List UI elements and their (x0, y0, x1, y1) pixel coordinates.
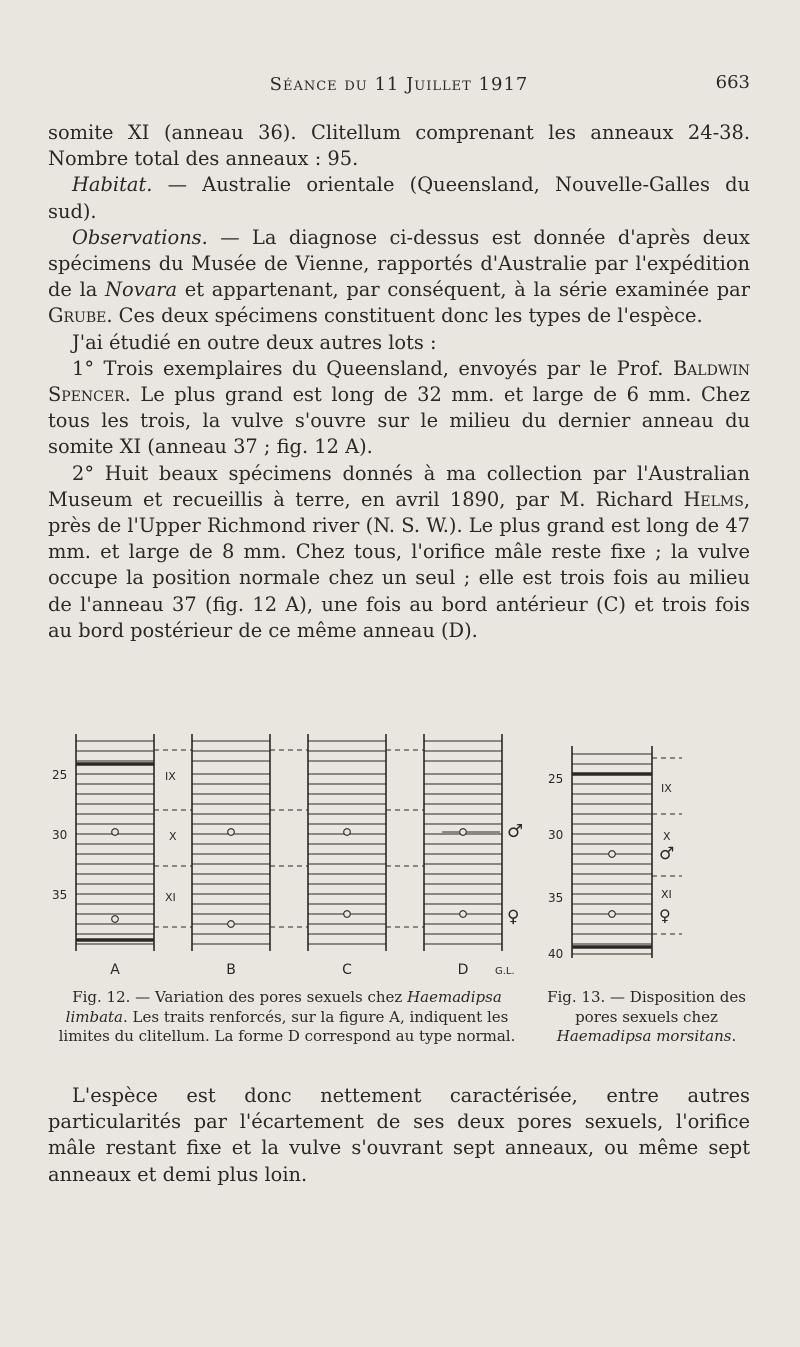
paragraph-observations (48, 225, 750, 330)
fig12-caption-species: Haemadipsa limbata (65, 988, 502, 1026)
paragraph-1: somite XI (anneau 36). Clitellum comprenant les anneaux 24-38. Nombre total des anneaux : 95. (48, 121, 750, 171)
fig12-somite-xi: XI (165, 891, 176, 904)
fig13-caption (543, 988, 750, 1047)
lot-2-text-a: 2° Huit beaux spécimens donnés à ma collection par l'Australian Museum et recueillis à terre, en avril 1890, par M. Richard (48, 461, 750, 511)
page-number: 663 (715, 72, 750, 93)
paragraph-lots: J'ai étudié en outre deux autres lots : (72, 330, 437, 354)
fig12-c-male-pore (344, 829, 351, 836)
novara-name: Novara (105, 278, 178, 302)
fig12-row-label-25: 25 (52, 768, 68, 782)
fig12-female-symbol: ♀ (507, 907, 520, 927)
lot-2-text-b: , près de l'Upper Richmond river (N. S. W.). Le plus grand est long de 47 mm. et large de 8 mm. Chez tous, l'orifice mâle reste fixe ; la vulve occupe la position normale chez un seul ; elle est trois fois au milieu de l'anneau 37 (fig. 12 A), une fois au bord antérieur (C) et trois fois au bord postérieur de ce même anneau (D). (48, 487, 750, 642)
lot-1-text-b: . Le plus grand est long de 32 mm. et large de 6 mm. Chez tous les trois, la vulve s'ouvre sur le milieu du dernier anneau du somite XI (anneau 37 ; fig. 12 A). (48, 383, 750, 459)
fig13-caption-species: Haemadipsa morsitans (556, 1027, 732, 1045)
figure-captions (48, 988, 750, 1068)
fig12-c-female-pore (344, 911, 351, 918)
observations-text-a: — La diagnose ci-dessus est donnée d'après deux spécimens du Musée de Vienne, rapportés d'Australie par l'expédition de la (48, 225, 750, 302)
fig12-letter-d: D (457, 962, 469, 978)
fig12-letter-a: A (110, 962, 120, 978)
fig13-caption-text-b: . (731, 1027, 737, 1045)
fig13-somite-ix: IX (661, 782, 672, 795)
lot-1-text-a: 1° Trois exemplaires du Queensland, envoyés par le Prof. (72, 356, 673, 380)
fig12-male-symbol: ♂ (507, 821, 524, 842)
fig12-a-female-pore (112, 916, 119, 923)
figures (40, 726, 760, 988)
closing-paragraph: L'espèce est donc nettement caractérisée, entre autres particularités par l'écartement de ses deux pores sexuels, l'orifice mâle restant fixe et la vulve s'ouvrant sept anneaux, ou même sept anneaux et demi plus loin. (48, 1084, 750, 1186)
fig13-caption-text-a: Fig. 13. — Disposition des pores sexuels chez (547, 988, 746, 1026)
fig13-male-pore (609, 851, 616, 858)
fig12-caption-text-b: . Les traits renforcés, sur la figure A, indiquent les limites du clitellum. La forme D correspond au type normal. (58, 1007, 516, 1045)
habitat-text: — Australie orientale (Queensland, Nouvelle-Galles du sud). (48, 173, 750, 223)
running-title: Séance du 11 Juillet 1917 (269, 74, 529, 95)
fig12-somite-x: X (169, 830, 177, 843)
fig13-female-symbol: ♀ (659, 906, 671, 925)
figure-12 (52, 734, 523, 978)
fig12-b-male-pore (228, 829, 235, 836)
observations-text-c: . Ces deux spécimens constituent donc les types de l'espèce. (106, 304, 703, 328)
fig12-signature: G.L. (495, 966, 515, 977)
habitat-label: Habitat. (72, 173, 153, 197)
paragraph-lot-1 (48, 356, 750, 461)
fig12-a-male-pore (112, 829, 119, 836)
fig12-column-d (424, 734, 502, 951)
fig12-column-a (76, 734, 154, 951)
fig12-letter-c: C (342, 962, 352, 978)
fig12-somite-dashes (154, 750, 424, 927)
figure-13 (548, 746, 682, 961)
fig13-row-label-30: 30 (548, 828, 564, 842)
fig12-caption (48, 988, 526, 1047)
fig12-b-female-pore (228, 921, 235, 928)
fig13-male-symbol: ♂ (659, 844, 675, 864)
fig13-somite-x: X (663, 830, 671, 843)
fig12-d-female-pore (460, 911, 467, 918)
fig13-row-label-40: 40 (548, 947, 564, 961)
body-text (48, 120, 750, 644)
fig12-row-label-30: 30 (52, 828, 68, 842)
fig12-column-b (192, 734, 270, 951)
paragraph-habitat (48, 172, 750, 224)
fig12-caption-text-a: Fig. 12. — Variation des pores sexuels chez (72, 988, 408, 1006)
running-header (48, 70, 750, 100)
fig12-letter-b: B (226, 962, 236, 978)
author-baldwin-spencer: Baldwin Spencer (48, 356, 750, 407)
fig12-d-male-pore (460, 829, 467, 836)
fig13-row-label-35: 35 (548, 891, 564, 905)
author-helms: Helms (683, 487, 744, 511)
fig13-row-label-25: 25 (548, 772, 564, 786)
author-grube: Grube (48, 304, 107, 328)
figure-diagrams (40, 726, 760, 988)
fig12-somite-ix: IX (165, 770, 176, 783)
fig13-somite-xi: XI (661, 888, 672, 901)
observations-label: Observations. (72, 225, 208, 249)
closing-section (48, 1083, 750, 1188)
observations-text-b: et appartenant, par conséquent, à la série examinée par (177, 278, 750, 302)
fig12-column-c (308, 734, 386, 951)
fig12-row-label-35: 35 (52, 888, 68, 902)
fig13-female-pore (609, 911, 616, 918)
paragraph-lot-2 (48, 461, 750, 644)
